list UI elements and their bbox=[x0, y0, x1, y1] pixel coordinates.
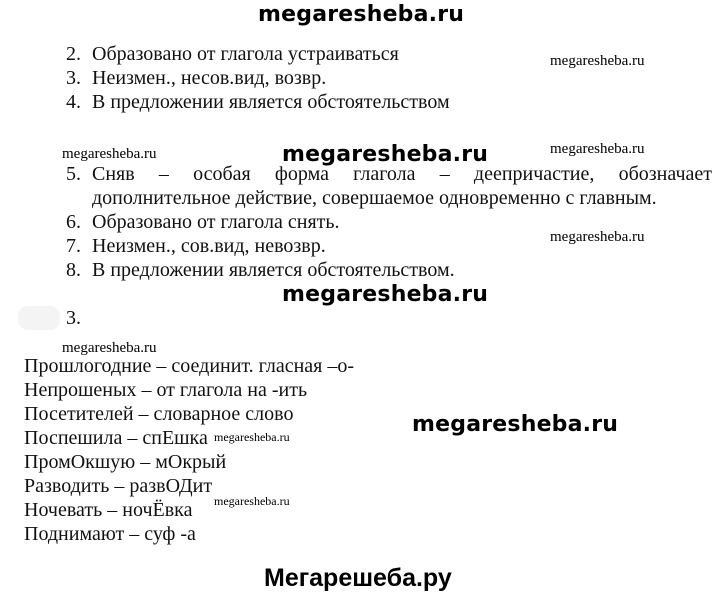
word-line: Разводить – развОДит bbox=[24, 475, 213, 497]
list-item bbox=[66, 42, 399, 66]
list-item-text: В предложении является обстоятельством bbox=[92, 91, 450, 113]
background-smudge bbox=[18, 306, 60, 330]
list-item-number: 2. bbox=[66, 43, 81, 65]
word-line: Поднимают – суф -а bbox=[24, 523, 196, 545]
list-item bbox=[66, 210, 340, 234]
list-item-number: 4. bbox=[66, 91, 81, 113]
list-item-number: 8. bbox=[66, 259, 81, 281]
watermark-inline: megaresheba.ru bbox=[214, 494, 290, 508]
list-item-number: 3. bbox=[66, 67, 81, 89]
watermark-top: megaresheba.ru bbox=[258, 2, 465, 27]
list-item bbox=[66, 258, 455, 282]
list-item bbox=[66, 234, 326, 258]
list-item-text: Неизмен., несов.вид, возвр. bbox=[92, 67, 327, 89]
word-line: Поспешила – спЕшка bbox=[24, 427, 208, 449]
list-item-text: Образовано от глагола снять. bbox=[92, 211, 340, 233]
word-line: Посетителей – словарное слово bbox=[24, 403, 294, 425]
watermark-center: megaresheba.ru bbox=[282, 282, 489, 307]
word-line: ПромОкшую – мОкрый bbox=[24, 451, 227, 473]
list-item-paragraph: Сняв – особая форма глагола – деепричастие, обозначает дополнительное действие, совершаемое одновременно с главным. bbox=[92, 163, 712, 209]
list-item-text: Неизмен., сов.вид, невозвр. bbox=[92, 235, 326, 257]
watermark-right: megaresheba.ru bbox=[550, 53, 645, 69]
word-line: Непрошеных – от глагола на -ить bbox=[24, 379, 308, 401]
watermark-left: megaresheba.ru bbox=[62, 340, 157, 356]
list-item bbox=[66, 66, 326, 90]
watermark-right: megaresheba.ru bbox=[550, 229, 645, 245]
watermark-inline: megaresheba.ru bbox=[214, 430, 290, 444]
word-line: Ночевать – ночЁвка bbox=[24, 499, 193, 521]
list-item bbox=[66, 90, 450, 114]
watermark-center: megaresheba.ru bbox=[282, 142, 489, 167]
section-number: 3. bbox=[66, 307, 81, 329]
word-line: Прошлогодние – соединит. гласная –о- bbox=[24, 355, 355, 377]
watermark-left: megaresheba.ru bbox=[62, 146, 157, 162]
list-item-number: 7. bbox=[66, 235, 81, 257]
list-item-number: 6. bbox=[66, 211, 81, 233]
watermark-right: megaresheba.ru bbox=[550, 141, 645, 157]
footer-brand: Мегарешеба.ру bbox=[264, 564, 452, 592]
watermark-right-large: megaresheba.ru bbox=[412, 412, 619, 437]
list-item-number: 5. bbox=[66, 163, 81, 185]
list-item-text: Образовано от глагола устраиваться bbox=[92, 43, 399, 65]
list-item-text: В предложении является обстоятельством. bbox=[92, 259, 455, 281]
